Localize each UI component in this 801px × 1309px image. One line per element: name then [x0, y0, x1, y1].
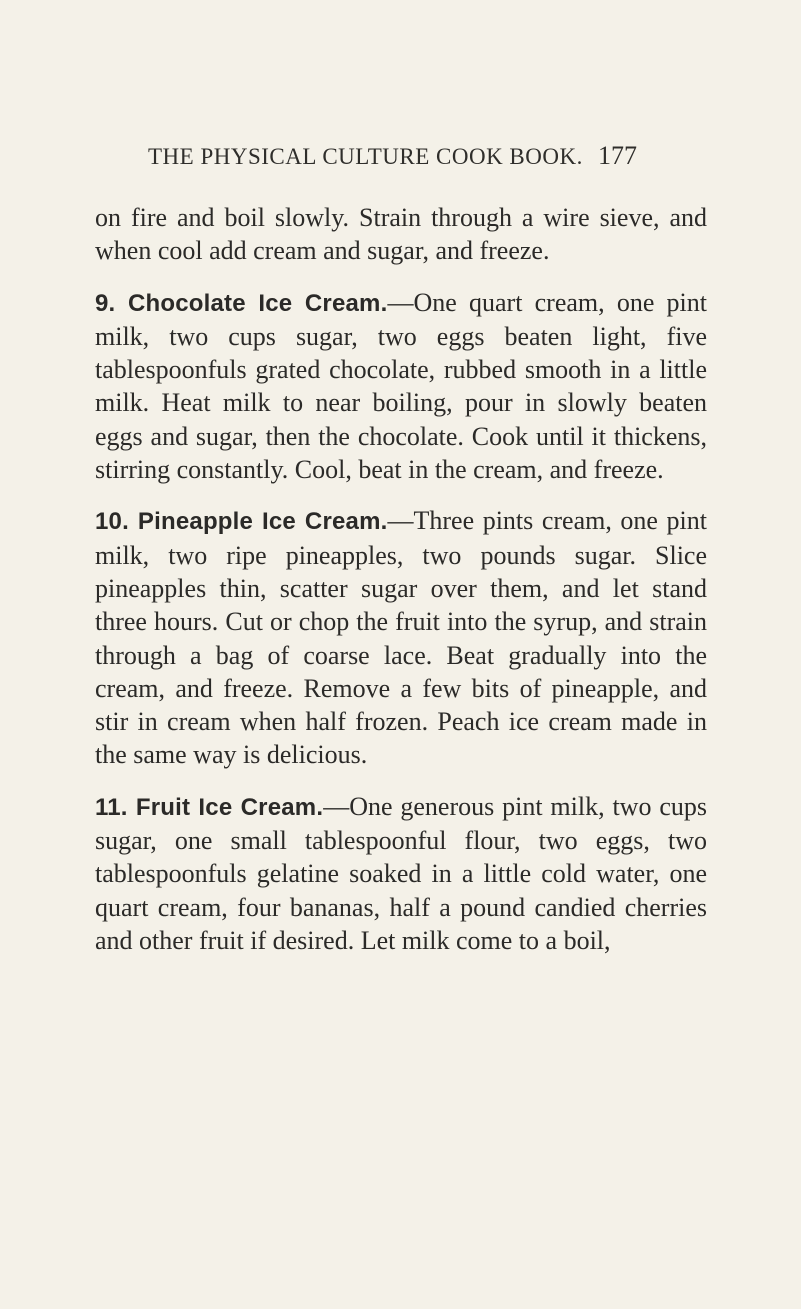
book-title: THE PHYSICAL CULTURE COOK BOOK.: [148, 144, 583, 169]
running-head: [148, 141, 748, 170]
recipe-text: —One generous pint milk, two cups sugar, one small tablespoonful flour, two eggs, two tablespoonfuls gelatine soaked in a little cold water, one quart cream, four bananas, half a pound candied cherries and other fruit if desired. Let milk come to a boil,: [95, 791, 707, 955]
recipe-pineapple-ice-cream: [95, 504, 707, 771]
paragraph-text: on fire and boil slowly. Strain through a wire sieve, and when cool add cream and sugar, and freeze.: [95, 203, 707, 266]
recipe-heading: 11. Fruit Ice Cream.: [95, 793, 324, 821]
paragraph-continuation: [95, 201, 707, 268]
recipe-heading: 10. Pineapple Ice Cream.: [95, 508, 388, 536]
recipe-fruit-ice-cream: [95, 790, 707, 957]
recipe-text: —Three pints cream, one pint milk, two ripe pineapples, two pounds sugar. Slice pineapples thin, scatter sugar over them, and let stand three hours. Cut or chop the fruit into the syrup, and strain through a bag of coarse lace. Beat gradually into the cream, and freeze. Remove a few bits of pineapple, and stir in cream when half frozen. Peach ice cream made in the same way is delicious.: [95, 506, 707, 770]
page-body: [95, 201, 707, 975]
recipe-heading: 9. Chocolate Ice Cream.: [95, 289, 388, 317]
recipe-text: —One quart cream, one pint milk, two cups sugar, two eggs beaten light, five tablespoonfuls grated chocolate, rubbed smooth in a little milk. Heat milk to near boiling, pour in slowly beaten eggs and sugar, then the chocolate. Cook until it thickens, stirring constantly. Cool, beat in the cream, and freeze.: [95, 287, 708, 485]
page-number: 177: [598, 141, 637, 170]
recipe-chocolate-ice-cream: [95, 286, 707, 487]
